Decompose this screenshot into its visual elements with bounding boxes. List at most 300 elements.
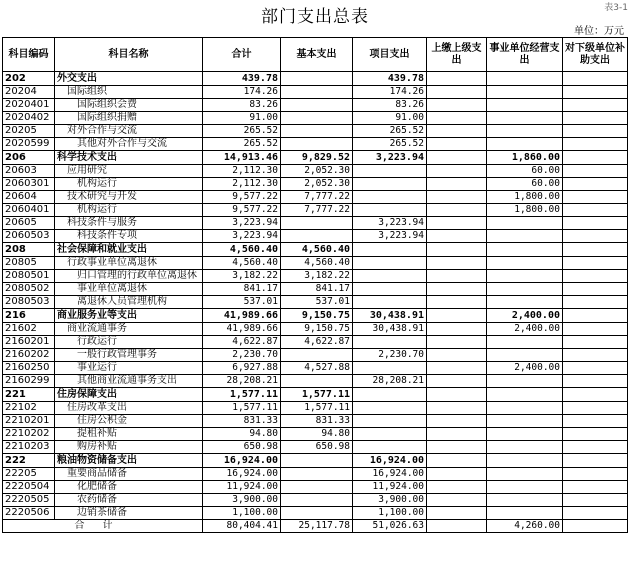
cell-sub (563, 270, 628, 283)
cell-total: 1,100.00 (203, 507, 281, 520)
cell-code: 2220505 (3, 494, 55, 507)
cell-name: 国际组织会费 (55, 99, 203, 112)
cell-basic: 9,150.75 (281, 309, 353, 323)
cell-business (487, 283, 563, 296)
cell-code: 216 (3, 309, 55, 323)
cell-name: 其他商业流通事务支出 (55, 375, 203, 388)
cell-name: 购房补贴 (55, 441, 203, 454)
cell-project (353, 283, 427, 296)
cell-name: 行政运行 (55, 336, 203, 349)
cell-business: 2,400.00 (487, 323, 563, 336)
cell-project: 16,924.00 (353, 454, 427, 468)
cell-project: 265.52 (353, 125, 427, 138)
cell-upper (427, 441, 487, 454)
table-row (3, 349, 628, 362)
cell-code: 2220504 (3, 481, 55, 494)
cell-business: 1,800.00 (487, 204, 563, 217)
cell-total: 11,924.00 (203, 481, 281, 494)
cell-business (487, 86, 563, 99)
cell-name: 社会保障和就业支出 (55, 243, 203, 257)
cell-upper (427, 257, 487, 270)
cell-basic: 3,182.22 (281, 270, 353, 283)
cell-code: 221 (3, 388, 55, 402)
cell-total: 265.52 (203, 138, 281, 151)
cell-total: 3,223.94 (203, 230, 281, 243)
cell-total: 41,989.66 (203, 323, 281, 336)
table-row (3, 402, 628, 415)
table-row (3, 151, 628, 165)
cell-upper (427, 191, 487, 204)
cell-upper (427, 494, 487, 507)
table-row (3, 494, 628, 507)
cell-code: 20604 (3, 191, 55, 204)
cell-project (353, 296, 427, 309)
cell-upper (427, 481, 487, 494)
cell-project (353, 178, 427, 191)
table-row (3, 454, 628, 468)
cell-upper (427, 468, 487, 481)
cell-upper (427, 230, 487, 243)
cell-upper (427, 428, 487, 441)
cell-sub (563, 494, 628, 507)
cell-total: 3,900.00 (203, 494, 281, 507)
cell-project (353, 270, 427, 283)
cell-sub (563, 388, 628, 402)
cell-sub (563, 336, 628, 349)
total-cell-project: 51,026.63 (353, 520, 427, 533)
cell-basic (281, 468, 353, 481)
cell-code: 2160202 (3, 349, 55, 362)
col-header-total: 合计 (203, 38, 281, 72)
cell-total: 1,577.11 (203, 402, 281, 415)
cell-code: 20605 (3, 217, 55, 230)
cell-business (487, 138, 563, 151)
cell-total: 537.01 (203, 296, 281, 309)
cell-name: 其他对外合作与交流 (55, 138, 203, 151)
cell-name: 离退休人员管理机构 (55, 296, 203, 309)
cell-business (487, 349, 563, 362)
cell-business (487, 125, 563, 138)
cell-business: 1,800.00 (487, 191, 563, 204)
cell-sub (563, 441, 628, 454)
cell-sub (563, 454, 628, 468)
cell-upper (427, 99, 487, 112)
cell-project: 1,100.00 (353, 507, 427, 520)
cell-upper (427, 86, 487, 99)
cell-project (353, 441, 427, 454)
cell-business (487, 454, 563, 468)
cell-business (487, 217, 563, 230)
cell-sub (563, 243, 628, 257)
table-row (3, 507, 628, 520)
table-row (3, 138, 628, 151)
cell-business (487, 243, 563, 257)
cell-sub (563, 204, 628, 217)
cell-total: 16,924.00 (203, 454, 281, 468)
cell-business: 2,400.00 (487, 362, 563, 375)
cell-code: 2060301 (3, 178, 55, 191)
cell-sub (563, 415, 628, 428)
cell-total: 439.78 (203, 72, 281, 86)
cell-total: 841.17 (203, 283, 281, 296)
cell-upper (427, 323, 487, 336)
cell-sub (563, 112, 628, 125)
cell-name: 住房公积金 (55, 415, 203, 428)
cell-name: 一般行政管理事务 (55, 349, 203, 362)
cell-basic (281, 99, 353, 112)
cell-business (487, 230, 563, 243)
cell-total: 94.80 (203, 428, 281, 441)
col-header-name: 科目名称 (55, 38, 203, 72)
cell-project: 2,230.70 (353, 349, 427, 362)
page-title: 部门支出总表 (261, 7, 369, 27)
cell-business (487, 296, 563, 309)
cell-code: 2160299 (3, 375, 55, 388)
cell-project (353, 204, 427, 217)
cell-name: 科技条件专项 (55, 230, 203, 243)
col-header-project: 项目支出 (353, 38, 427, 72)
cell-total: 16,924.00 (203, 468, 281, 481)
total-cell-upper (427, 520, 487, 533)
cell-sub (563, 402, 628, 415)
cell-sub (563, 178, 628, 191)
cell-upper (427, 125, 487, 138)
cell-name: 住房保障支出 (55, 388, 203, 402)
cell-project (353, 165, 427, 178)
cell-project: 16,924.00 (353, 468, 427, 481)
cell-sub (563, 125, 628, 138)
cell-business (487, 257, 563, 270)
cell-project: 28,208.21 (353, 375, 427, 388)
cell-name: 商业流通事务 (55, 323, 203, 336)
cell-project (353, 362, 427, 375)
cell-sub (563, 138, 628, 151)
cell-business (487, 415, 563, 428)
cell-sub (563, 86, 628, 99)
cell-name: 技术研究与开发 (55, 191, 203, 204)
total-cell-business: 4,260.00 (487, 520, 563, 533)
cell-sub (563, 296, 628, 309)
cell-sub (563, 362, 628, 375)
cell-project (353, 243, 427, 257)
cell-project: 30,438.91 (353, 323, 427, 336)
cell-upper (427, 204, 487, 217)
cell-project (353, 257, 427, 270)
cell-code: 2020599 (3, 138, 55, 151)
cell-project: 3,900.00 (353, 494, 427, 507)
cell-project (353, 402, 427, 415)
cell-code: 2080503 (3, 296, 55, 309)
cell-upper (427, 296, 487, 309)
cell-basic: 4,622.87 (281, 336, 353, 349)
cell-sub (563, 375, 628, 388)
cell-total: 265.52 (203, 125, 281, 138)
cell-sub (563, 72, 628, 86)
cell-project: 265.52 (353, 138, 427, 151)
cell-name: 边销茶储备 (55, 507, 203, 520)
cell-basic: 9,150.75 (281, 323, 353, 336)
cell-basic: 2,052.30 (281, 165, 353, 178)
cell-basic: 7,777.22 (281, 191, 353, 204)
cell-basic: 4,527.88 (281, 362, 353, 375)
total-cell-total: 80,404.41 (203, 520, 281, 533)
table-row (3, 388, 628, 402)
cell-total: 9,577.22 (203, 204, 281, 217)
cell-total: 91.00 (203, 112, 281, 125)
cell-upper (427, 178, 487, 191)
cell-code: 20603 (3, 165, 55, 178)
cell-code: 2160250 (3, 362, 55, 375)
cell-project: 174.26 (353, 86, 427, 99)
table-row (3, 165, 628, 178)
table-row (3, 323, 628, 336)
cell-name: 机构运行 (55, 204, 203, 217)
cell-basic: 537.01 (281, 296, 353, 309)
cell-business: 60.00 (487, 178, 563, 191)
cell-basic (281, 125, 353, 138)
cell-total: 2,112.30 (203, 178, 281, 191)
cell-business: 1,860.00 (487, 151, 563, 165)
cell-basic (281, 230, 353, 243)
expenditure-table (2, 37, 628, 533)
table-row (3, 178, 628, 191)
col-header-basic: 基本支出 (281, 38, 353, 72)
cell-business (487, 99, 563, 112)
total-row (3, 520, 628, 533)
cell-total: 6,927.88 (203, 362, 281, 375)
cell-basic (281, 494, 353, 507)
cell-business (487, 402, 563, 415)
total-label: 合计 (3, 520, 203, 533)
table-row (3, 441, 628, 454)
table-body (3, 72, 628, 533)
cell-code: 2210202 (3, 428, 55, 441)
cell-name: 粮油物资储备支出 (55, 454, 203, 468)
table-row (3, 270, 628, 283)
cell-code: 2210201 (3, 415, 55, 428)
cell-sub (563, 349, 628, 362)
cell-code: 222 (3, 454, 55, 468)
cell-code: 2160201 (3, 336, 55, 349)
cell-total: 83.26 (203, 99, 281, 112)
cell-total: 2,230.70 (203, 349, 281, 362)
cell-business: 60.00 (487, 165, 563, 178)
table-row (3, 112, 628, 125)
cell-code: 206 (3, 151, 55, 165)
cell-basic (281, 454, 353, 468)
cell-name: 科学技术支出 (55, 151, 203, 165)
cell-sub (563, 191, 628, 204)
cell-basic (281, 138, 353, 151)
col-header-business: 事业单位经营支出 (487, 38, 563, 72)
cell-basic (281, 217, 353, 230)
cell-basic: 1,577.11 (281, 402, 353, 415)
cell-project (353, 388, 427, 402)
cell-sub (563, 283, 628, 296)
cell-basic: 650.98 (281, 441, 353, 454)
cell-upper (427, 151, 487, 165)
cell-sub (563, 257, 628, 270)
cell-business (487, 428, 563, 441)
cell-project (353, 191, 427, 204)
cell-upper (427, 165, 487, 178)
cell-sub (563, 428, 628, 441)
cell-name: 化肥储备 (55, 481, 203, 494)
cell-basic (281, 86, 353, 99)
table-row (3, 309, 628, 323)
cell-total: 4,560.40 (203, 257, 281, 270)
cell-sub (563, 323, 628, 336)
cell-project: 91.00 (353, 112, 427, 125)
cell-basic: 9,829.52 (281, 151, 353, 165)
cell-project: 83.26 (353, 99, 427, 112)
cell-basic: 831.33 (281, 415, 353, 428)
cell-basic (281, 481, 353, 494)
cell-upper (427, 270, 487, 283)
cell-project (353, 415, 427, 428)
cell-sub (563, 151, 628, 165)
cell-code: 202 (3, 72, 55, 86)
cell-upper (427, 138, 487, 151)
cell-business: 2,400.00 (487, 309, 563, 323)
cell-name: 事业单位离退休 (55, 283, 203, 296)
table-row (3, 86, 628, 99)
cell-code: 2080502 (3, 283, 55, 296)
cell-upper (427, 349, 487, 362)
cell-name: 重要商品储备 (55, 468, 203, 481)
cell-name: 国际组织捐赠 (55, 112, 203, 125)
table-header-row (3, 38, 628, 72)
cell-code: 2020401 (3, 99, 55, 112)
cell-name: 农药储备 (55, 494, 203, 507)
corner-label: 表3-1 (604, 3, 628, 13)
cell-business (487, 270, 563, 283)
cell-business (487, 468, 563, 481)
table-row (3, 375, 628, 388)
cell-sub (563, 481, 628, 494)
cell-total: 4,622.87 (203, 336, 281, 349)
cell-total: 831.33 (203, 415, 281, 428)
cell-name: 事业运行 (55, 362, 203, 375)
table-row (3, 428, 628, 441)
table-row (3, 191, 628, 204)
cell-basic (281, 72, 353, 86)
cell-name: 商业服务业等支出 (55, 309, 203, 323)
cell-business (487, 72, 563, 86)
cell-business (487, 336, 563, 349)
cell-total: 9,577.22 (203, 191, 281, 204)
cell-business (487, 494, 563, 507)
cell-sub (563, 165, 628, 178)
col-header-upper: 上缴上级支出 (427, 38, 487, 72)
total-cell-basic: 25,117.78 (281, 520, 353, 533)
cell-total: 3,182.22 (203, 270, 281, 283)
cell-basic (281, 112, 353, 125)
cell-business (487, 507, 563, 520)
cell-total: 4,560.40 (203, 243, 281, 257)
cell-code: 2060503 (3, 230, 55, 243)
cell-upper (427, 388, 487, 402)
cell-code: 20204 (3, 86, 55, 99)
table-row (3, 336, 628, 349)
cell-name: 科技条件与服务 (55, 217, 203, 230)
cell-project: 3,223.94 (353, 217, 427, 230)
cell-sub (563, 217, 628, 230)
cell-code: 2060401 (3, 204, 55, 217)
table-row (3, 99, 628, 112)
cell-upper (427, 454, 487, 468)
cell-name: 提租补贴 (55, 428, 203, 441)
table-row (3, 468, 628, 481)
cell-basic (281, 507, 353, 520)
table-row (3, 204, 628, 217)
cell-basic: 841.17 (281, 283, 353, 296)
cell-basic: 2,052.30 (281, 178, 353, 191)
cell-sub (563, 507, 628, 520)
cell-project (353, 428, 427, 441)
cell-total: 2,112.30 (203, 165, 281, 178)
cell-name: 归口管理的行政单位离退休 (55, 270, 203, 283)
cell-upper (427, 112, 487, 125)
cell-business (487, 112, 563, 125)
cell-total: 28,208.21 (203, 375, 281, 388)
cell-business (487, 388, 563, 402)
cell-total: 1,577.11 (203, 388, 281, 402)
cell-name: 应用研究 (55, 165, 203, 178)
total-cell-sub (563, 520, 628, 533)
cell-project: 3,223.94 (353, 151, 427, 165)
cell-name: 住房改革支出 (55, 402, 203, 415)
cell-project: 11,924.00 (353, 481, 427, 494)
cell-code: 20805 (3, 257, 55, 270)
cell-basic (281, 349, 353, 362)
cell-name: 行政事业单位离退休 (55, 257, 203, 270)
cell-upper (427, 243, 487, 257)
cell-upper (427, 283, 487, 296)
cell-upper (427, 415, 487, 428)
table-row (3, 296, 628, 309)
cell-business (487, 441, 563, 454)
cell-code: 22102 (3, 402, 55, 415)
cell-upper (427, 362, 487, 375)
cell-sub (563, 468, 628, 481)
cell-upper (427, 507, 487, 520)
table-row (3, 217, 628, 230)
cell-sub (563, 230, 628, 243)
table-row (3, 481, 628, 494)
cell-basic: 94.80 (281, 428, 353, 441)
cell-sub (563, 309, 628, 323)
cell-code: 21602 (3, 323, 55, 336)
unit-label: 单位：万元 (574, 26, 624, 37)
cell-project: 439.78 (353, 72, 427, 86)
col-header-code: 科目编码 (3, 38, 55, 72)
table-row (3, 243, 628, 257)
cell-total: 3,223.94 (203, 217, 281, 230)
table-row (3, 257, 628, 270)
table-row (3, 230, 628, 243)
cell-code: 2020402 (3, 112, 55, 125)
cell-code: 20205 (3, 125, 55, 138)
cell-code: 22205 (3, 468, 55, 481)
cell-upper (427, 72, 487, 86)
cell-upper (427, 217, 487, 230)
cell-code: 2210203 (3, 441, 55, 454)
cell-upper (427, 336, 487, 349)
cell-code: 2080501 (3, 270, 55, 283)
table-row (3, 72, 628, 86)
cell-name: 对外合作与交流 (55, 125, 203, 138)
